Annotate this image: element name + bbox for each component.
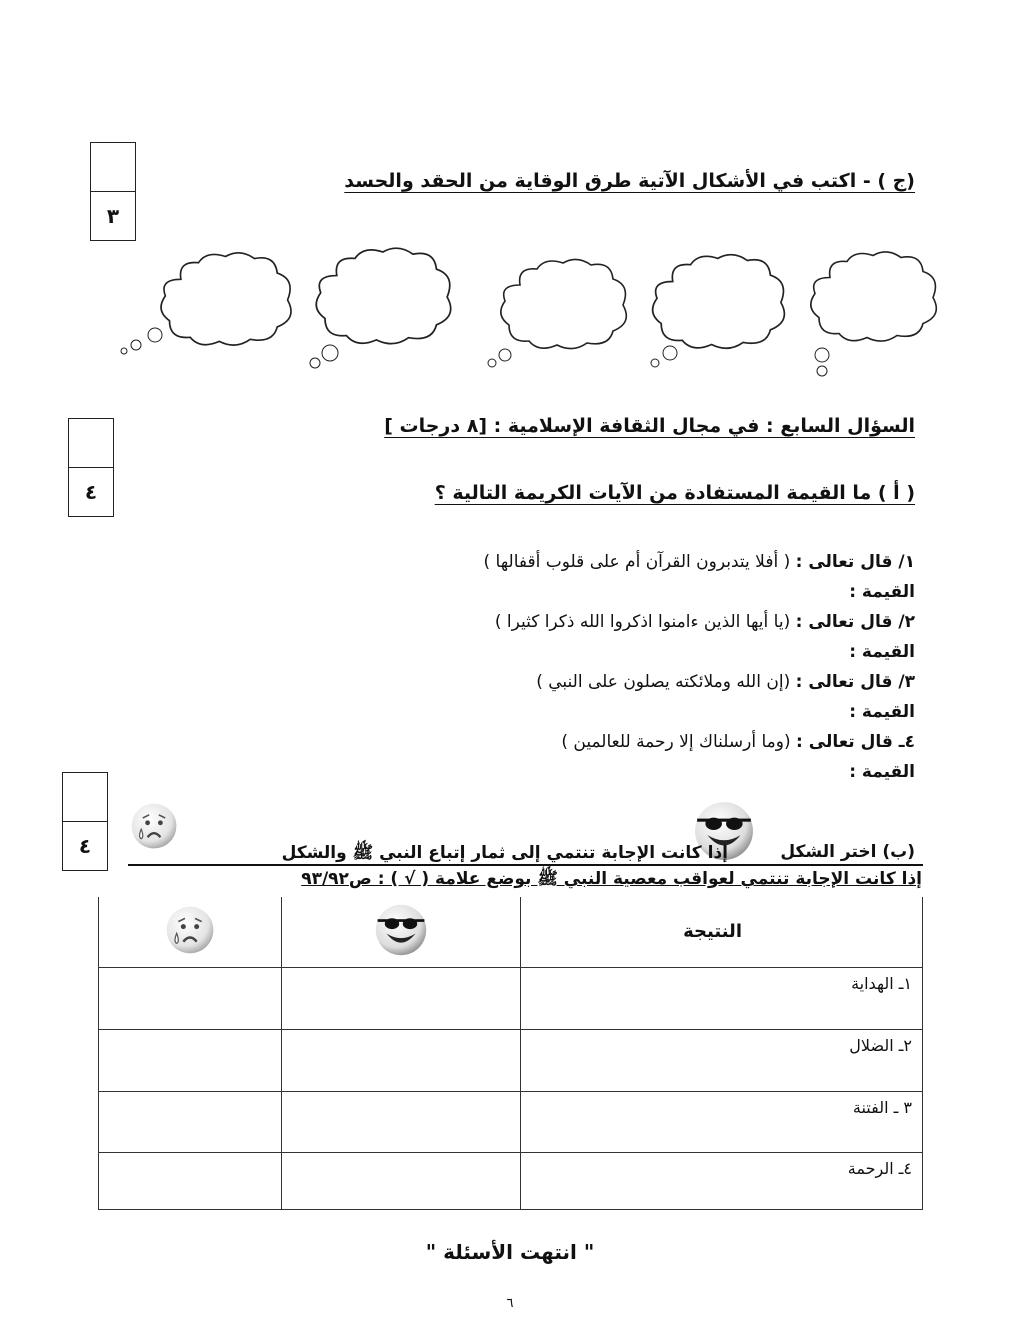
answer-table (98, 897, 923, 1210)
verse-list (483, 547, 915, 787)
score-max: ٤ (78, 834, 92, 858)
score-box-a (68, 418, 114, 517)
sad-face-icon (164, 905, 216, 955)
sad-column-header (99, 897, 282, 967)
thought-cloud-4[interactable] (651, 255, 784, 367)
score-box-c (90, 142, 136, 241)
question7-heading: السؤال السابع : في مجال الثقافة الإسلامية : [٨ درجات ] (384, 415, 915, 437)
happy-column-header (282, 897, 521, 967)
part-b-line1-start: (ب) اختر الشكل (780, 842, 915, 862)
happy-sunglasses-face-icon (374, 902, 428, 958)
verse-3: ٣/ قال تعالى : (إن الله وملائكته يصلون على النبي ) (536, 672, 915, 692)
sad-cell[interactable] (99, 1029, 282, 1091)
happy-cell[interactable] (282, 1091, 521, 1152)
value-label: القيمة : (849, 642, 915, 662)
table-row-label: ٤ـ الرحمة (521, 1152, 923, 1209)
part-b-line2: إذا كانت الإجابة تنتمي لعواقب معصية النبي ﷺ بوضع علامة ( √ ) : ص٩٣/٩٢ (301, 869, 922, 889)
value-label: القيمة : (849, 762, 915, 782)
happy-cell[interactable] (282, 1152, 521, 1209)
score-blank[interactable] (91, 143, 135, 192)
happy-cell[interactable] (282, 967, 521, 1029)
value-label: القيمة : (849, 702, 915, 722)
result-column-header: النتيجة (521, 897, 923, 967)
score-max: ٣ (106, 204, 120, 228)
end-of-questions: " انتهت الأسئلة " (425, 1240, 595, 1264)
verse-1: ١/ قال تعالى : ( أفلا يتدبرون القرآن أم على قلوب أقفالها ) (483, 552, 915, 572)
thought-cloud-2[interactable] (310, 248, 451, 368)
score-max: ٤ (84, 480, 98, 504)
part-b-line1-end: إذا كانت الإجابة تنتمي إلى ثمار إتباع النبي ﷺ والشكل (281, 843, 728, 863)
score-box-b (62, 772, 108, 871)
score-blank[interactable] (63, 773, 107, 822)
section-c-heading: (ج ) - اكتب في الأشكال الآتية طرق الوقاية من الحقد والحسد (344, 170, 915, 192)
sad-cell[interactable] (99, 1091, 282, 1152)
table-row-label: ٢ـ الضلال (521, 1029, 923, 1091)
table-row-label: ١ـ الهداية (521, 967, 923, 1029)
table-row-label: ٣ ـ الفتنة (521, 1091, 923, 1152)
part-a-heading: ( أ ) ما القيمة المستفادة من الآيات الكريمة التالية ؟ (434, 482, 915, 504)
thought-clouds (110, 235, 950, 385)
divider (128, 864, 923, 866)
thought-cloud-3[interactable] (488, 259, 626, 367)
verse-2: ٢/ قال تعالى : (يا أيها الذين ءامنوا اذكروا الله ذكرا كثيرا ) (494, 612, 915, 632)
value-label: القيمة : (849, 582, 915, 602)
thought-cloud-1[interactable] (121, 253, 291, 354)
score-blank[interactable] (69, 419, 113, 468)
page-number: ٦ (506, 1296, 514, 1311)
happy-cell[interactable] (282, 1029, 521, 1091)
sad-cell[interactable] (99, 1152, 282, 1209)
sad-face-icon (130, 802, 178, 850)
thought-cloud-5[interactable] (811, 252, 937, 376)
verse-4: ٤ـ قال تعالى : (وما أرسلناك إلا رحمة للعالمين ) (561, 732, 915, 752)
sad-cell[interactable] (99, 967, 282, 1029)
